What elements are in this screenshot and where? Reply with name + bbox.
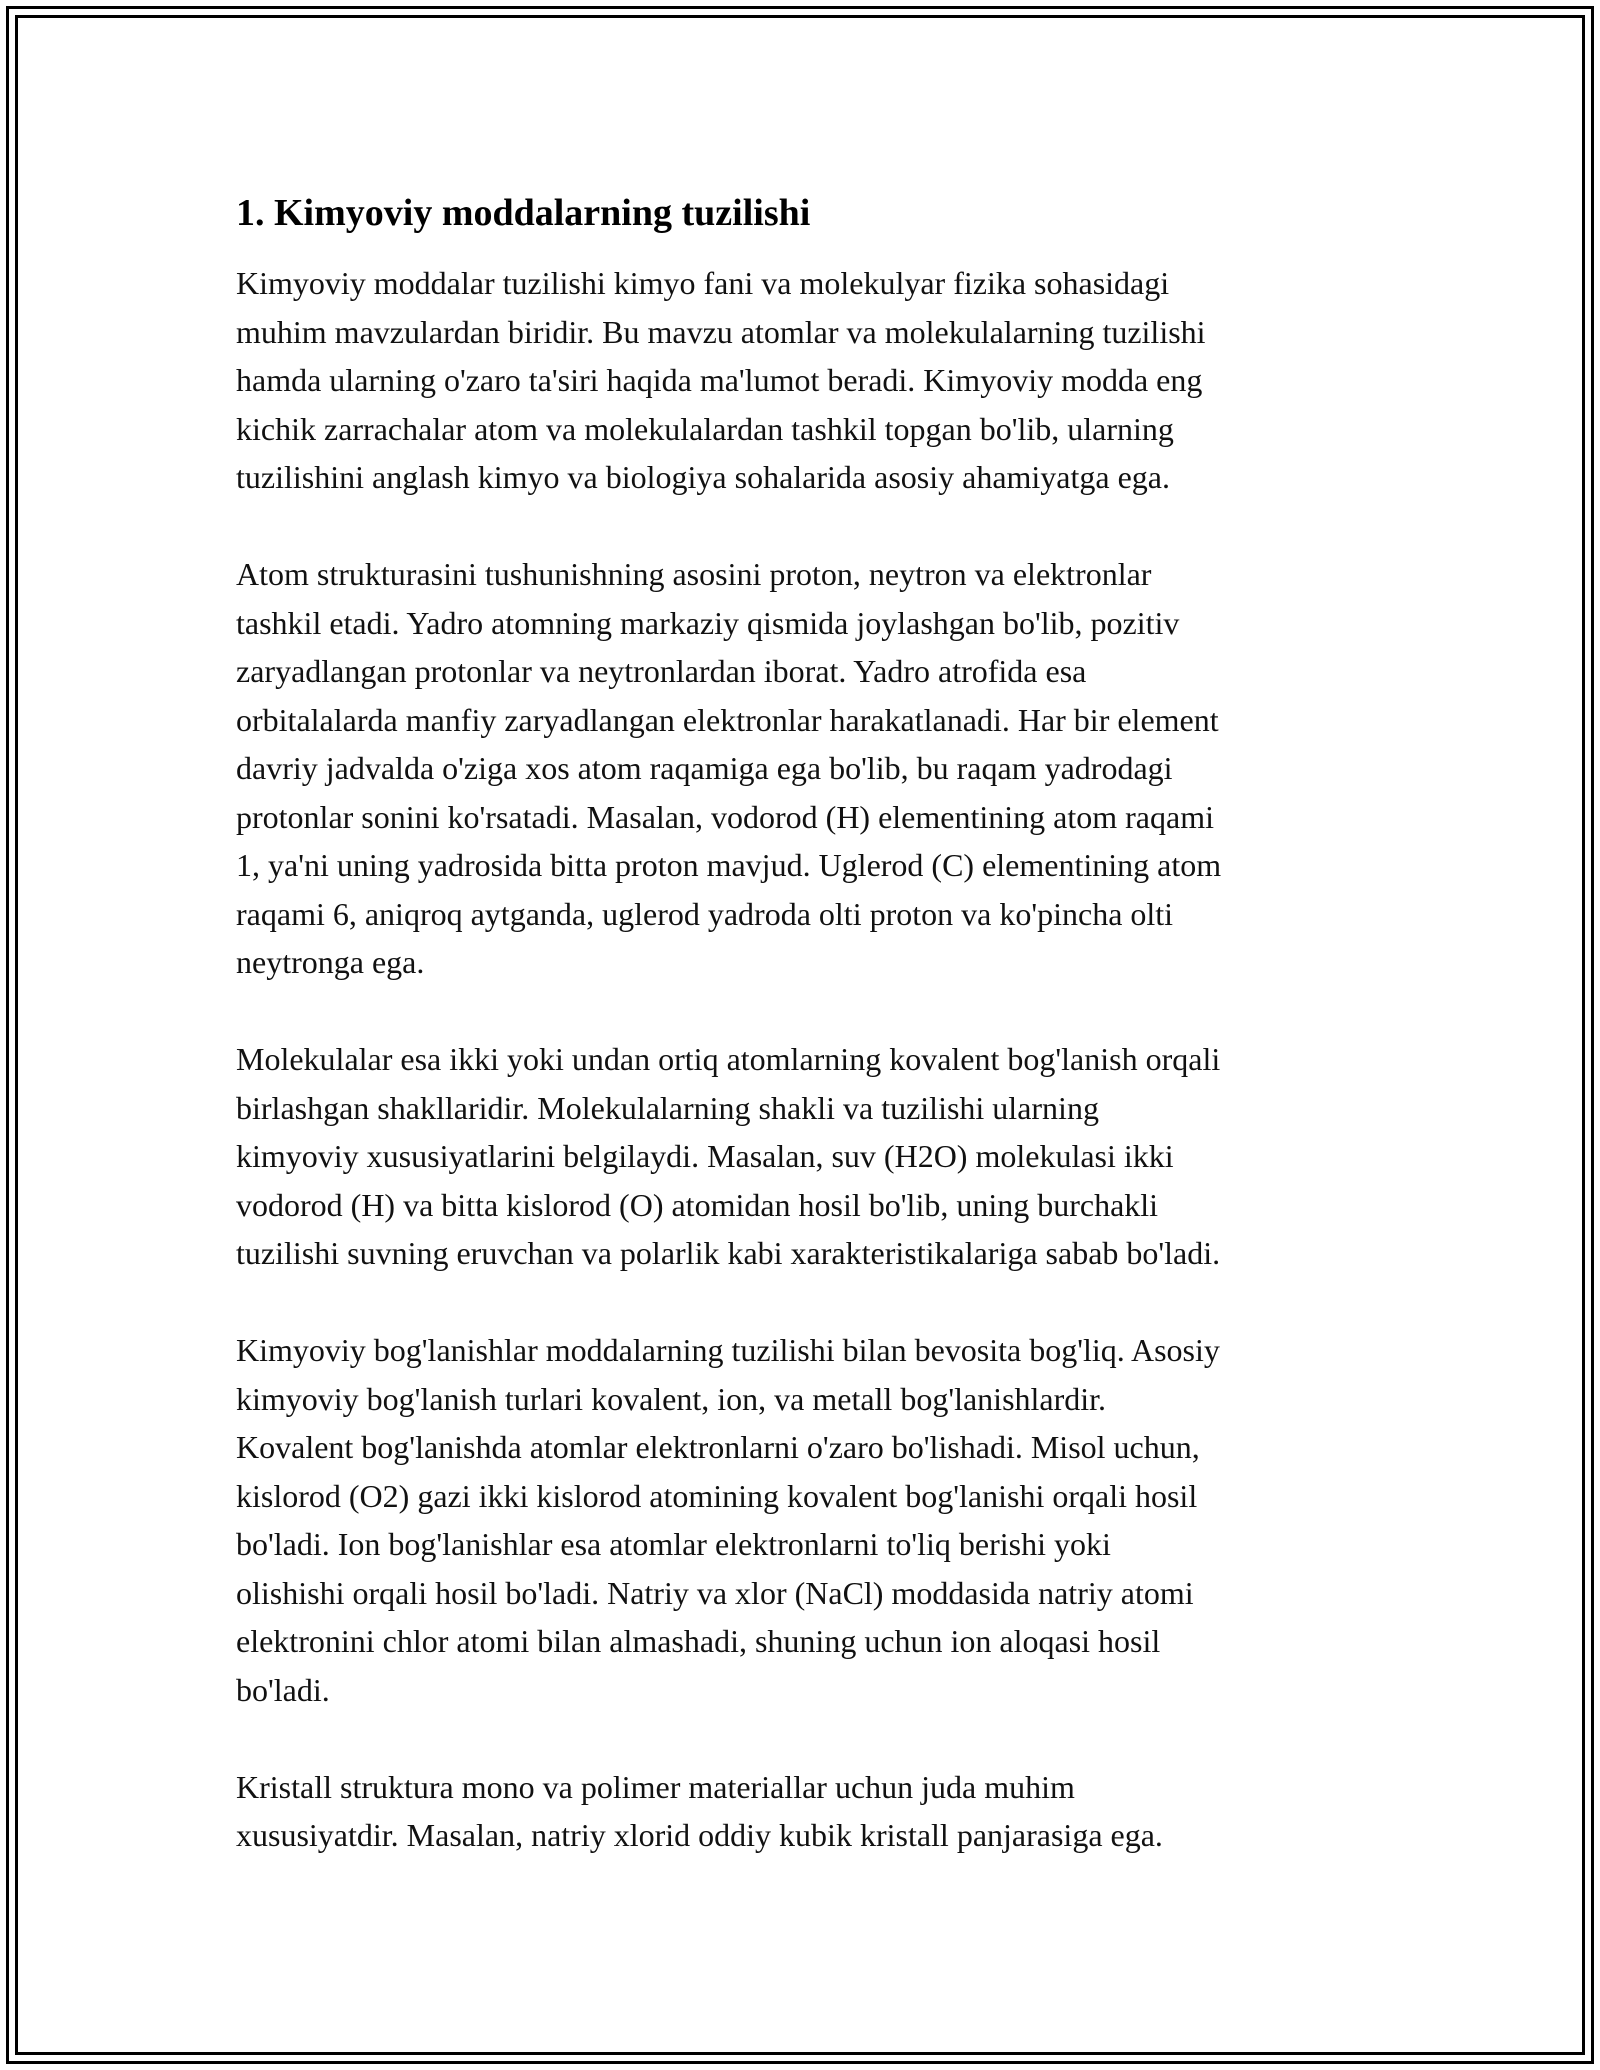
paragraph-crystal-structure: Kristall struktura mono va polimer materiallar uchun juda muhim xususiyatdir. Masalan, natriy xlorid oddiy kubik kristall panjarasiga ega.	[236, 1768, 1163, 1853]
paragraph-introduction: Kimyoviy moddalar tuzilishi kimyo fani va molekulyar fizika sohasidagi muhim mavzulardan biridir. Bu mavzu atomlar va molekulalarning tuzilishi hamda ularning o'zaro ta'siri haqida ma'lumot beradi. Kimyoviy modda eng kichik zarrachalar atom va molekulalardan tashkil topgan bo'lib, ularning tuzilishini anglash kimyo va biologiya sohalarida asosiy ahamiyatga ega.	[236, 265, 1206, 495]
section-heading: 1. Kimyoviy moddalarning tuzilishi	[236, 192, 811, 234]
paragraph-atom-structure: Atom strukturasini tushunishning asosini proton, neytron va elektronlar tashkil etadi. Yadro atomning markaziy qismida joylashgan bo'lib, pozitiv zaryadlangan protonlar va neytronlardan iborat. Yadro atrofida esa orbitalalarda manfiy zaryadlangan elektronlar harakatlanadi. Har bir element davriy jadvalda o'ziga xos atom raqamiga ega bo'lib, bu raqam yadrodagi protonlar sonini ko'rsatadi. Masalan, vodorod (H) elementining atom raqami 1, ya'ni uning yadrosida bitta proton mavjud. Uglerod (C) elementining atom raqami 6, aniqroq aytganda, uglerod yadroda olti proton va ko'pincha olti neytronga ega.	[236, 556, 1222, 980]
document-body	[236, 185, 1366, 1860]
paragraph-molecules: Molekulalar esa ikki yoki undan ortiq atomlarning kovalent bog'lanish orqali birlashgan shakllaridir. Molekulalarning shakli va tuzilishi ularning kimyoviy xususiyatlarini belgilaydi. Masalan, suv (H2O) molekulasi ikki vodorod (H) va bitta kislorod (O) atomidan hosil bo'lib, uning burchakli tuzilishi suvning eruvchan va polarlik kabi xarakteristikalariga sabab bo'ladi.	[236, 1041, 1221, 1271]
paragraph-chemical-bonds: Kimyoviy bog'lanishlar moddalarning tuzilishi bilan bevosita bog'liq. Asosiy kimyoviy bog'lanish turlari kovalent, ion, va metall bog'lanishlardir. Kovalent bog'lanishda atomlar elektronlarni o'zaro bo'lishadi. Misol uchun, kislorod (O2) gazi ikki kislorod atomining kovalent bog'lanishi orqali hosil bo'ladi. Ion bog'lanishlar esa atomlar elektronlarni to'liq berishi yoki olishishi orqali hosil bo'ladi. Natriy va xlor (NaCl) moddasida natriy atomi elektronini chlor atomi bilan almashadi, shuning uchun ion aloqasi hosil bo'ladi.	[236, 1332, 1220, 1708]
